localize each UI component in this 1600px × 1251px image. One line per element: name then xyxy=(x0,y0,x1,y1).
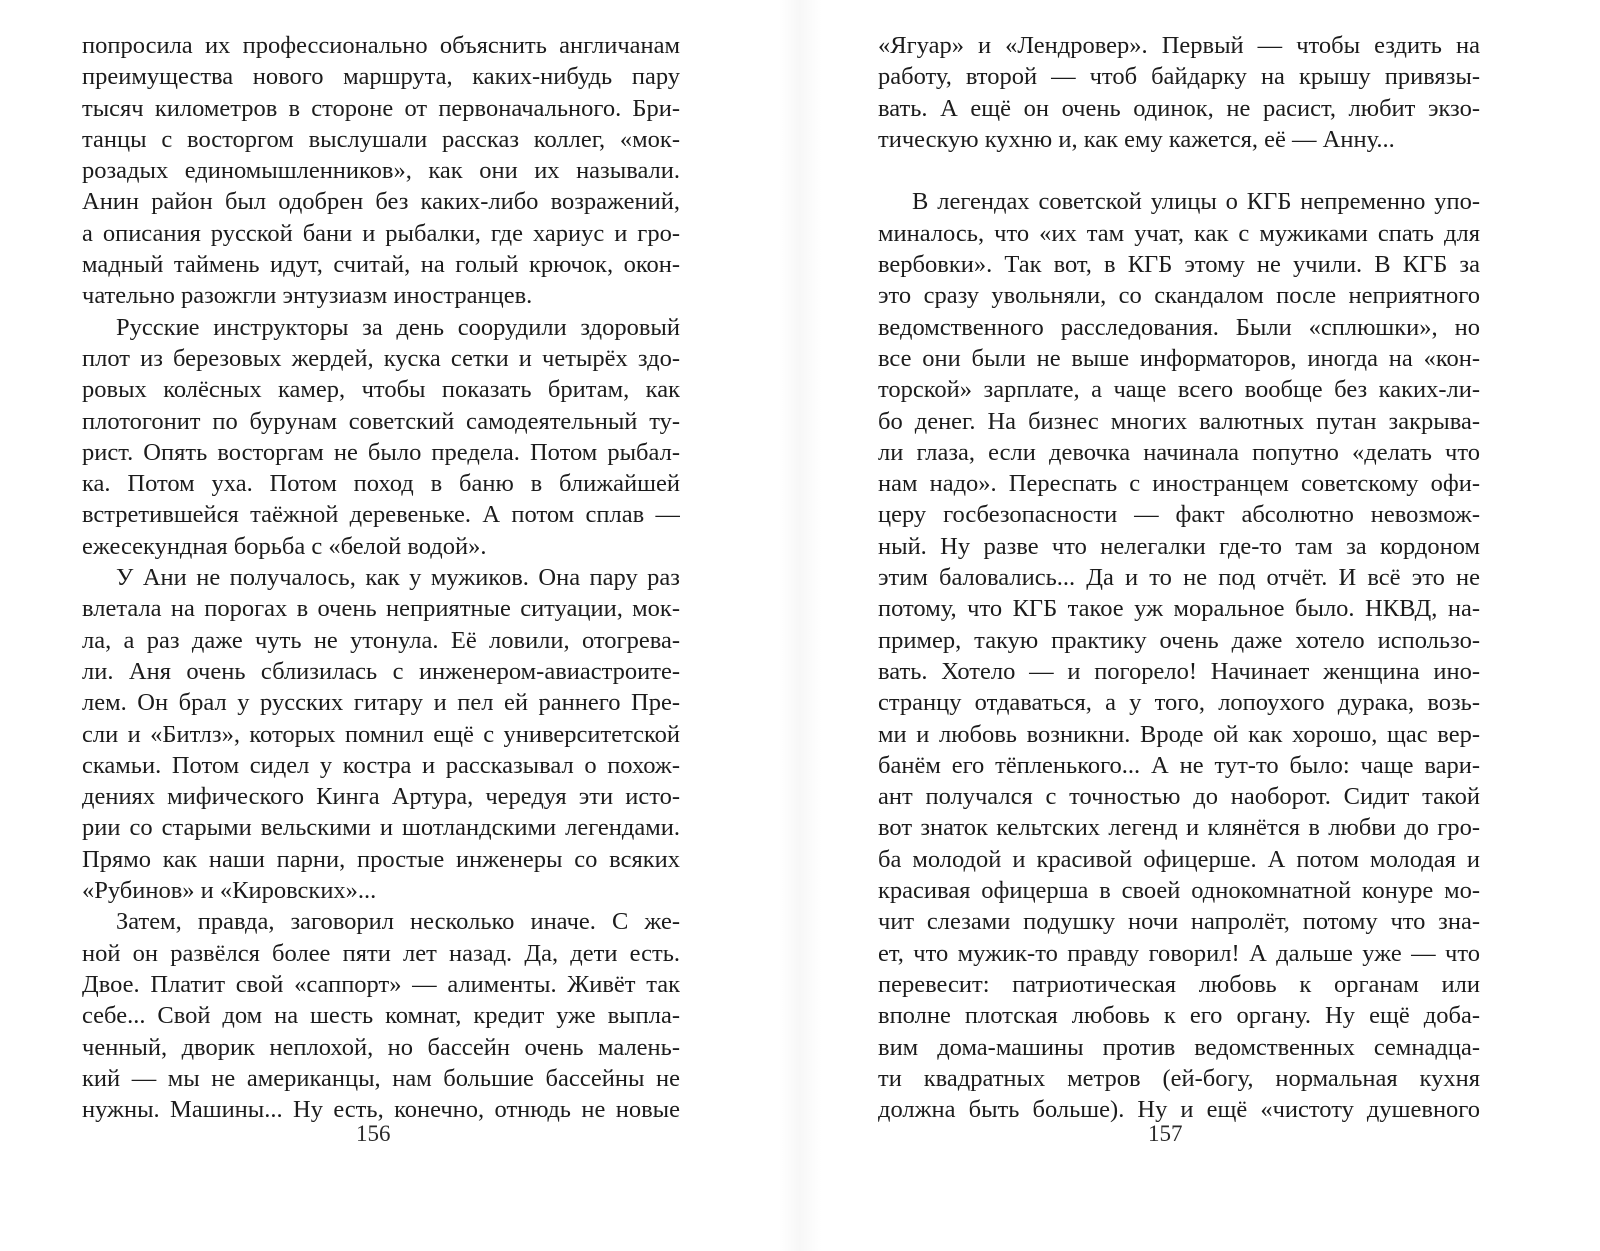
text-line: Двое. Платит свой «саппорт» — алименты. Живёт так xyxy=(82,970,680,998)
text-line: попросила их профессионально объяснить англичанам xyxy=(82,32,680,59)
text-line: церу госбезопасности — факт абсолютно невозмож- xyxy=(878,501,1480,529)
text-line: Затем, правда, заговорил несколько иначе. С же- xyxy=(116,908,680,936)
text-line: ли. Аня очень сблизилась с инженером-авиастроите- xyxy=(82,657,680,685)
text-line: розадых единомышленников», как они их называли. xyxy=(82,157,680,185)
text-line: Прямо как наши парни, простые инженеры со всяких xyxy=(82,845,680,873)
text-line: ный. Ну разве что нелегалки где-то там за кордоном xyxy=(878,532,1480,560)
text-line: ровых колёсных камер, чтобы показать бритам, как xyxy=(82,376,680,404)
text-line: ет, что мужик-то правду говорил! А дальше уже — что xyxy=(878,939,1480,967)
text-line: рист. Опять восторгам не было предела. Потом рыбал- xyxy=(82,438,680,466)
right-page-number: 157 xyxy=(1148,1121,1183,1146)
text-line: банём его тёпленького... А не тут-то было: чаще вари- xyxy=(878,751,1480,779)
text-line: ка. Потом уха. Потом поход в баню в ближайшей xyxy=(82,470,680,498)
left-page-text xyxy=(82,30,680,1125)
text-line: странцу отдаваться, а у того, лопоухого дурака, возь- xyxy=(878,689,1480,717)
text-line: должна быть больше). Ну и ещё «чистоту душевного xyxy=(878,1096,1480,1124)
text-line: ант получался с точностью до наоборот. Сидит такой xyxy=(878,783,1480,811)
text-line: В легендах советской улицы о КГБ непременно упо- xyxy=(912,188,1480,216)
text-line: встретившейся таёжной деревеньке. А потом сплав — xyxy=(82,501,680,529)
text-line: кий — мы не американцы, нам большие бассейны не xyxy=(82,1064,680,1092)
text-line: вать. Хотело — и погорело! Начинает женщина ино- xyxy=(878,657,1480,685)
text-line: пример, такую практику очень даже хотело использо- xyxy=(878,626,1480,654)
text-line: себе... Свой дом на шесть комнат, кредит уже выпла- xyxy=(82,1002,680,1030)
text-line: «Рубинов» и «Кировских»... xyxy=(82,877,377,905)
text-line: плот из березовых жердей, куска сетки и четырёх здо- xyxy=(82,344,680,372)
text-line: ба молодой и красивой офицерше. А потом молодая и xyxy=(878,845,1480,873)
text-line: ми и любовь возникни. Вроде ой как хорошо, щас вер- xyxy=(878,720,1480,748)
text-line: ной он развёлся более пяти лет назад. Да, дети есть. xyxy=(82,939,680,967)
text-line: влетала на порогах в очень неприятные ситуации, мок- xyxy=(82,595,680,623)
text-line: это сразу увольняли, со скандалом после неприятного xyxy=(878,282,1480,310)
text-line: рии со старыми вельскими и шотландскими легендами. xyxy=(82,814,680,842)
text-line: У Ани не получалось, как у мужиков. Она пару раз xyxy=(116,564,680,592)
text-line: тическую кухню и, как ему кажется, её — Анну... xyxy=(878,125,1395,153)
text-line: Анин район был одобрен без каких-либо возражений, xyxy=(82,188,680,216)
text-line: вполне плотская любовь к его органу. Ну ещё доба- xyxy=(878,1002,1480,1030)
text-line: танцы с восторгом выслушали рассказ коллег, «мок- xyxy=(82,125,680,153)
text-line: бо денег. На бизнес многих валютных путан закрыва- xyxy=(878,407,1480,435)
text-line: нам надо». Переспать с иностранцем советскому офи- xyxy=(878,470,1480,498)
text-line: ежесекундная борьба с «белой водой». xyxy=(82,532,487,560)
text-line: лем. Он брал у русских гитару и пел ей раннего Пре- xyxy=(82,689,680,717)
text-line: ли глаза, если девочка начинала попутно «делать что xyxy=(878,438,1480,466)
text-line: а описания русской бани и рыбалки, где хариус и гро- xyxy=(82,219,680,247)
text-line: работу, второй — чтоб байдарку на крышу привязы- xyxy=(878,63,1480,91)
book-gutter xyxy=(778,0,822,1251)
text-line: ти квадратных метров (ей-богу, нормальная кухня xyxy=(878,1064,1480,1092)
text-line: торской» зарплате, а чаще всего вообще без каких-ли- xyxy=(878,376,1480,404)
left-page-number: 156 xyxy=(356,1121,391,1146)
text-line: вать. А ещё он очень одинок, не расист, любит экзо- xyxy=(878,94,1480,122)
text-line: сли и «Битлз», которых помнил ещё с университетской xyxy=(82,720,680,748)
text-line: вот знаток кельтских легенд и клянётся в любви до гро- xyxy=(878,814,1480,842)
text-line: миналось, что «их там учат, как с мужиками спать для xyxy=(878,219,1480,247)
text-line: тысяч километров в стороне от первоначального. Бри- xyxy=(82,94,680,122)
text-line: этим баловались... Да и то не под отчёт. И всё это не xyxy=(878,564,1480,592)
text-line: ченный, дворик неплохой, но бассейн очень малень- xyxy=(82,1033,680,1061)
text-line: чательно разожгли энтузиазм иностранцев. xyxy=(82,282,533,310)
text-line: перевесит: патриотическая любовь к органам или xyxy=(878,970,1480,998)
paragraph-gap xyxy=(878,155,1480,186)
text-line: ведомственного расследования. Были «сплюшки», но xyxy=(878,313,1480,341)
text-line: Русские инструкторы за день соорудили здоровый xyxy=(116,313,680,341)
text-line: нужны. Машины... Ну есть, конечно, отнюдь не новые xyxy=(82,1096,680,1124)
text-line: вим дома-машины против ведомственных семнадца- xyxy=(878,1033,1480,1061)
text-line: дениях мифического Кинга Артура, чередуя эти исто- xyxy=(82,783,680,811)
right-page-text xyxy=(878,30,1480,1125)
text-line: плотогонит по бурунам советский самодеятельный ту- xyxy=(82,407,680,435)
text-line: преимущества нового маршрута, каких-нибудь пару xyxy=(82,63,680,91)
text-line: вербовки». Так вот, в КГБ этому не учили. В КГБ за xyxy=(878,251,1480,279)
text-line: «Ягуар» и «Лендровер». Первый — чтобы ездить на xyxy=(878,32,1480,59)
text-line: все они были не выше информаторов, иногда на «кон- xyxy=(878,344,1480,372)
text-line: ла, а раз даже чуть не утонула. Её ловили, отогрева- xyxy=(82,626,680,654)
text-line: скамьи. Потом сидел у костра и рассказывал о похож- xyxy=(82,751,680,779)
text-line: чит слезами подушку ночи напролёт, потому что зна- xyxy=(878,908,1480,936)
text-line: красивая офицерша в своей однокомнатной конуре мо- xyxy=(878,877,1480,905)
text-line: мадный таймень идут, считай, на голый крючок, окон- xyxy=(82,251,680,279)
text-line: потому, что КГБ такое уж моральное было. НКВД, на- xyxy=(878,595,1480,623)
